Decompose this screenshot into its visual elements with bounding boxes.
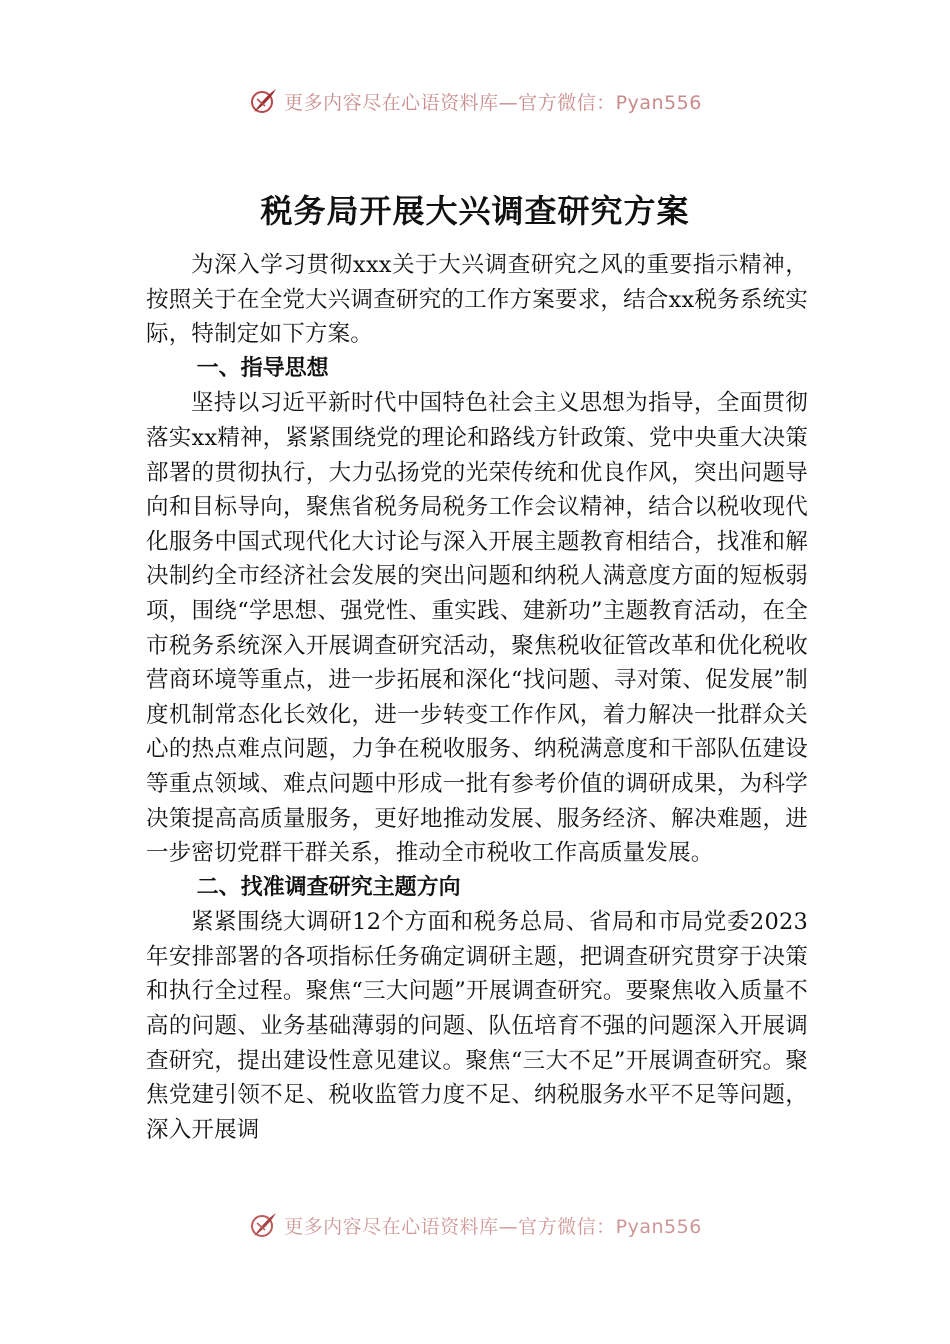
watermark-bottom — [0, 1210, 950, 1240]
document-body — [146, 248, 808, 1147]
section-heading-research-direction: 二、找准调查研究主题方向 — [196, 874, 461, 900]
quill-logo-icon — [248, 86, 278, 116]
intro-paragraph: 为深入学习贯彻xxx关于大兴调查研究之风的重要指示精神，按照关于在全党大兴调查研究的工作方案要求，结合xx税务系统实际，特制定如下方案。 — [146, 252, 808, 348]
section-paragraph-research-direction: 紧紧围绕大调研12个方面和税务总局、省局和市局党委2023年安排部署的各项指标任务确定调研主题，把调查研究贯穿于决策和执行全过程。聚焦“三大问题”开展调查研究。要聚焦收入质量不高的问题、业务基础薄弱的问题、队伍培育不强的问题深入开展调查研究，提出建设性意见建议。聚焦“三大不足”开展调查研究。聚焦党建引领不足、税收监管力度不足、纳税服务水平不足等问题，深入开展调 — [146, 909, 808, 1143]
section-heading-guiding-ideology: 一、指导思想 — [196, 355, 329, 381]
section-paragraph-guiding-ideology: 坚持以习近平新时代中国特色社会主义思想为指导，全面贯彻落实xx精神，紧紧围绕党的理论和路线方针政策、党中央重大决策部署的贯彻执行，大力弘扬党的光荣传统和优良作风，突出问题导向和目标导向，聚焦省税务局税务工作会议精神，结合以税收现代化服务中国式现代化大讨论与深入开展主题教育相结合，找准和解决制约全市经济社会发展的突出问题和纳税人满意度方面的短板弱项，围绕“学思想、强党性、重实践、建新功”主题教育活动，在全市税务系统深入开展调查研究活动，聚焦税收征管改革和优化税收营商环境等重点，进一步拓展和深化“找问题、寻对策、促发展”制度机制常态化长效化，进一步转变工作作风，着力解决一批群众关心的热点难点问题，力争在税收服务、纳税满意度和干部队伍建设等重点领域、难点问题中形成一批有参考价值的调研成果，为科学决策提高高质量服务，更好地推动发展、服务经济、解决难题，进一步密切党群干群关系，推动全市税收工作高质量发展。 — [146, 390, 808, 867]
watermark-text: 更多内容尽在心语资料库—官方微信：Pyan556 — [284, 1215, 702, 1238]
watermark-top — [0, 86, 950, 116]
document-title: 税务局开展大兴调查研究方案 — [260, 192, 690, 230]
quill-logo-icon — [248, 1210, 278, 1240]
watermark-text: 更多内容尽在心语资料库—官方微信：Pyan556 — [284, 91, 702, 114]
